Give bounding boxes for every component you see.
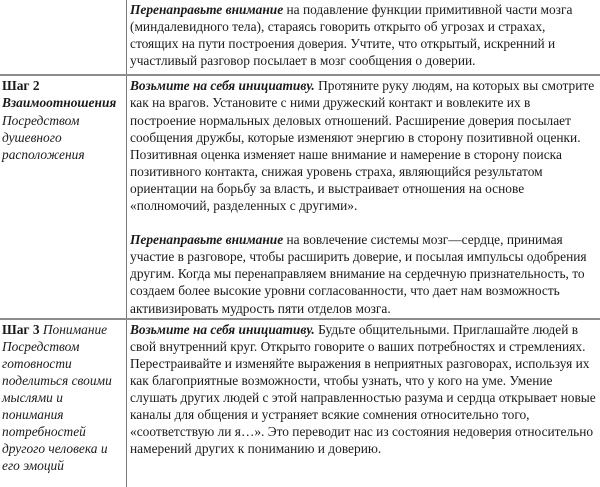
paragraph-redirect-attention (130, 1, 596, 69)
step-title: Понимание (43, 322, 107, 337)
paragraph-lead: Возьмите на себя инициативу. (130, 322, 315, 337)
paragraph-text: на подавление функции примитивной части мозга (миндалевидного тела), стараясь говорить открыто об угрозах и страхах, стоящих на пути построения доверия. Учтите, что открытый, искренний и участливый разговор посылает в мозг сообщения о доверии. (130, 2, 572, 68)
table-row-step-1-continued (0, 0, 600, 75)
paragraph-text: Будьте общительными. Приглашайте людей в свой внутренний круг. Открыто говорите о ваших потребностях и стремлениях. Перестраивайте и изменяйте выражения в неприятных разговорах, используя их как благоприятные возможности, чтобы узнать, что у кого на уме. Умение слушать других людей с этой направленностью разума и сердца открывает новые каналы для общения и устраняет всякие сомнения относительно того, «соответствую ли я…». Это переводит нас из состояния недоверия относительно намерений других к пониманию и доверию. (130, 322, 596, 457)
paragraph-text: на вовлечение системы мозг—сердце, принимая участие в разговоре, чтобы расширить доверие, и посылая импульсы одобрения другим. Когда мы перенаправляем внимание на сердечную признательность, то создаем более высокие уровни согласованности, что дает нам возможность активизировать мудрость пяти отделов мозга. (130, 232, 587, 315)
paragraph-lead: Перенаправьте внимание (130, 232, 283, 247)
step-subtitle: Посредством готовности поделиться своими мыслями и понимания потребностей другого человека и его эмоций (2, 339, 112, 474)
step-title: Взаимоотношения (2, 95, 116, 110)
step-description-cell (127, 319, 600, 487)
paragraph-redirect-attention (130, 231, 596, 316)
step-subtitle: Посредством душевного расположения (2, 113, 85, 162)
step-cell (0, 75, 127, 318)
step-label: Шаг 2 (2, 78, 40, 93)
paragraph-take-initiative (130, 77, 596, 214)
step-label: Шаг 3 (2, 322, 40, 337)
step-description-cell (127, 0, 600, 75)
paragraph-text: Протяните руку людям, на которых вы смотрите как на врагов. Установите с ними дружеский контакт и вовлеките их в построение нормальных деловых отношений. Расширение доверия посылает сообщения дружбы, которые изменяют энергию в сторону позитивной оценки. Позитивная оценка изменяет наше внимание и намерение в сторону поиска позитивного контакта, снижая уровень страха, являющийся результатом ориентации на борьбу за власть, и выстраивает отношения на основе «полномочий, разделенных с другими». (130, 78, 594, 213)
paragraph-lead: Перенаправьте внимание (130, 2, 283, 17)
table-row-step-2 (0, 75, 600, 318)
step-description-cell (127, 75, 600, 318)
table-row-step-3 (0, 319, 600, 487)
step-cell-empty (0, 0, 127, 75)
paragraph-take-initiative (130, 321, 596, 458)
step-cell (0, 319, 127, 487)
paragraph-lead: Возьмите на себя инициативу. (130, 78, 315, 93)
